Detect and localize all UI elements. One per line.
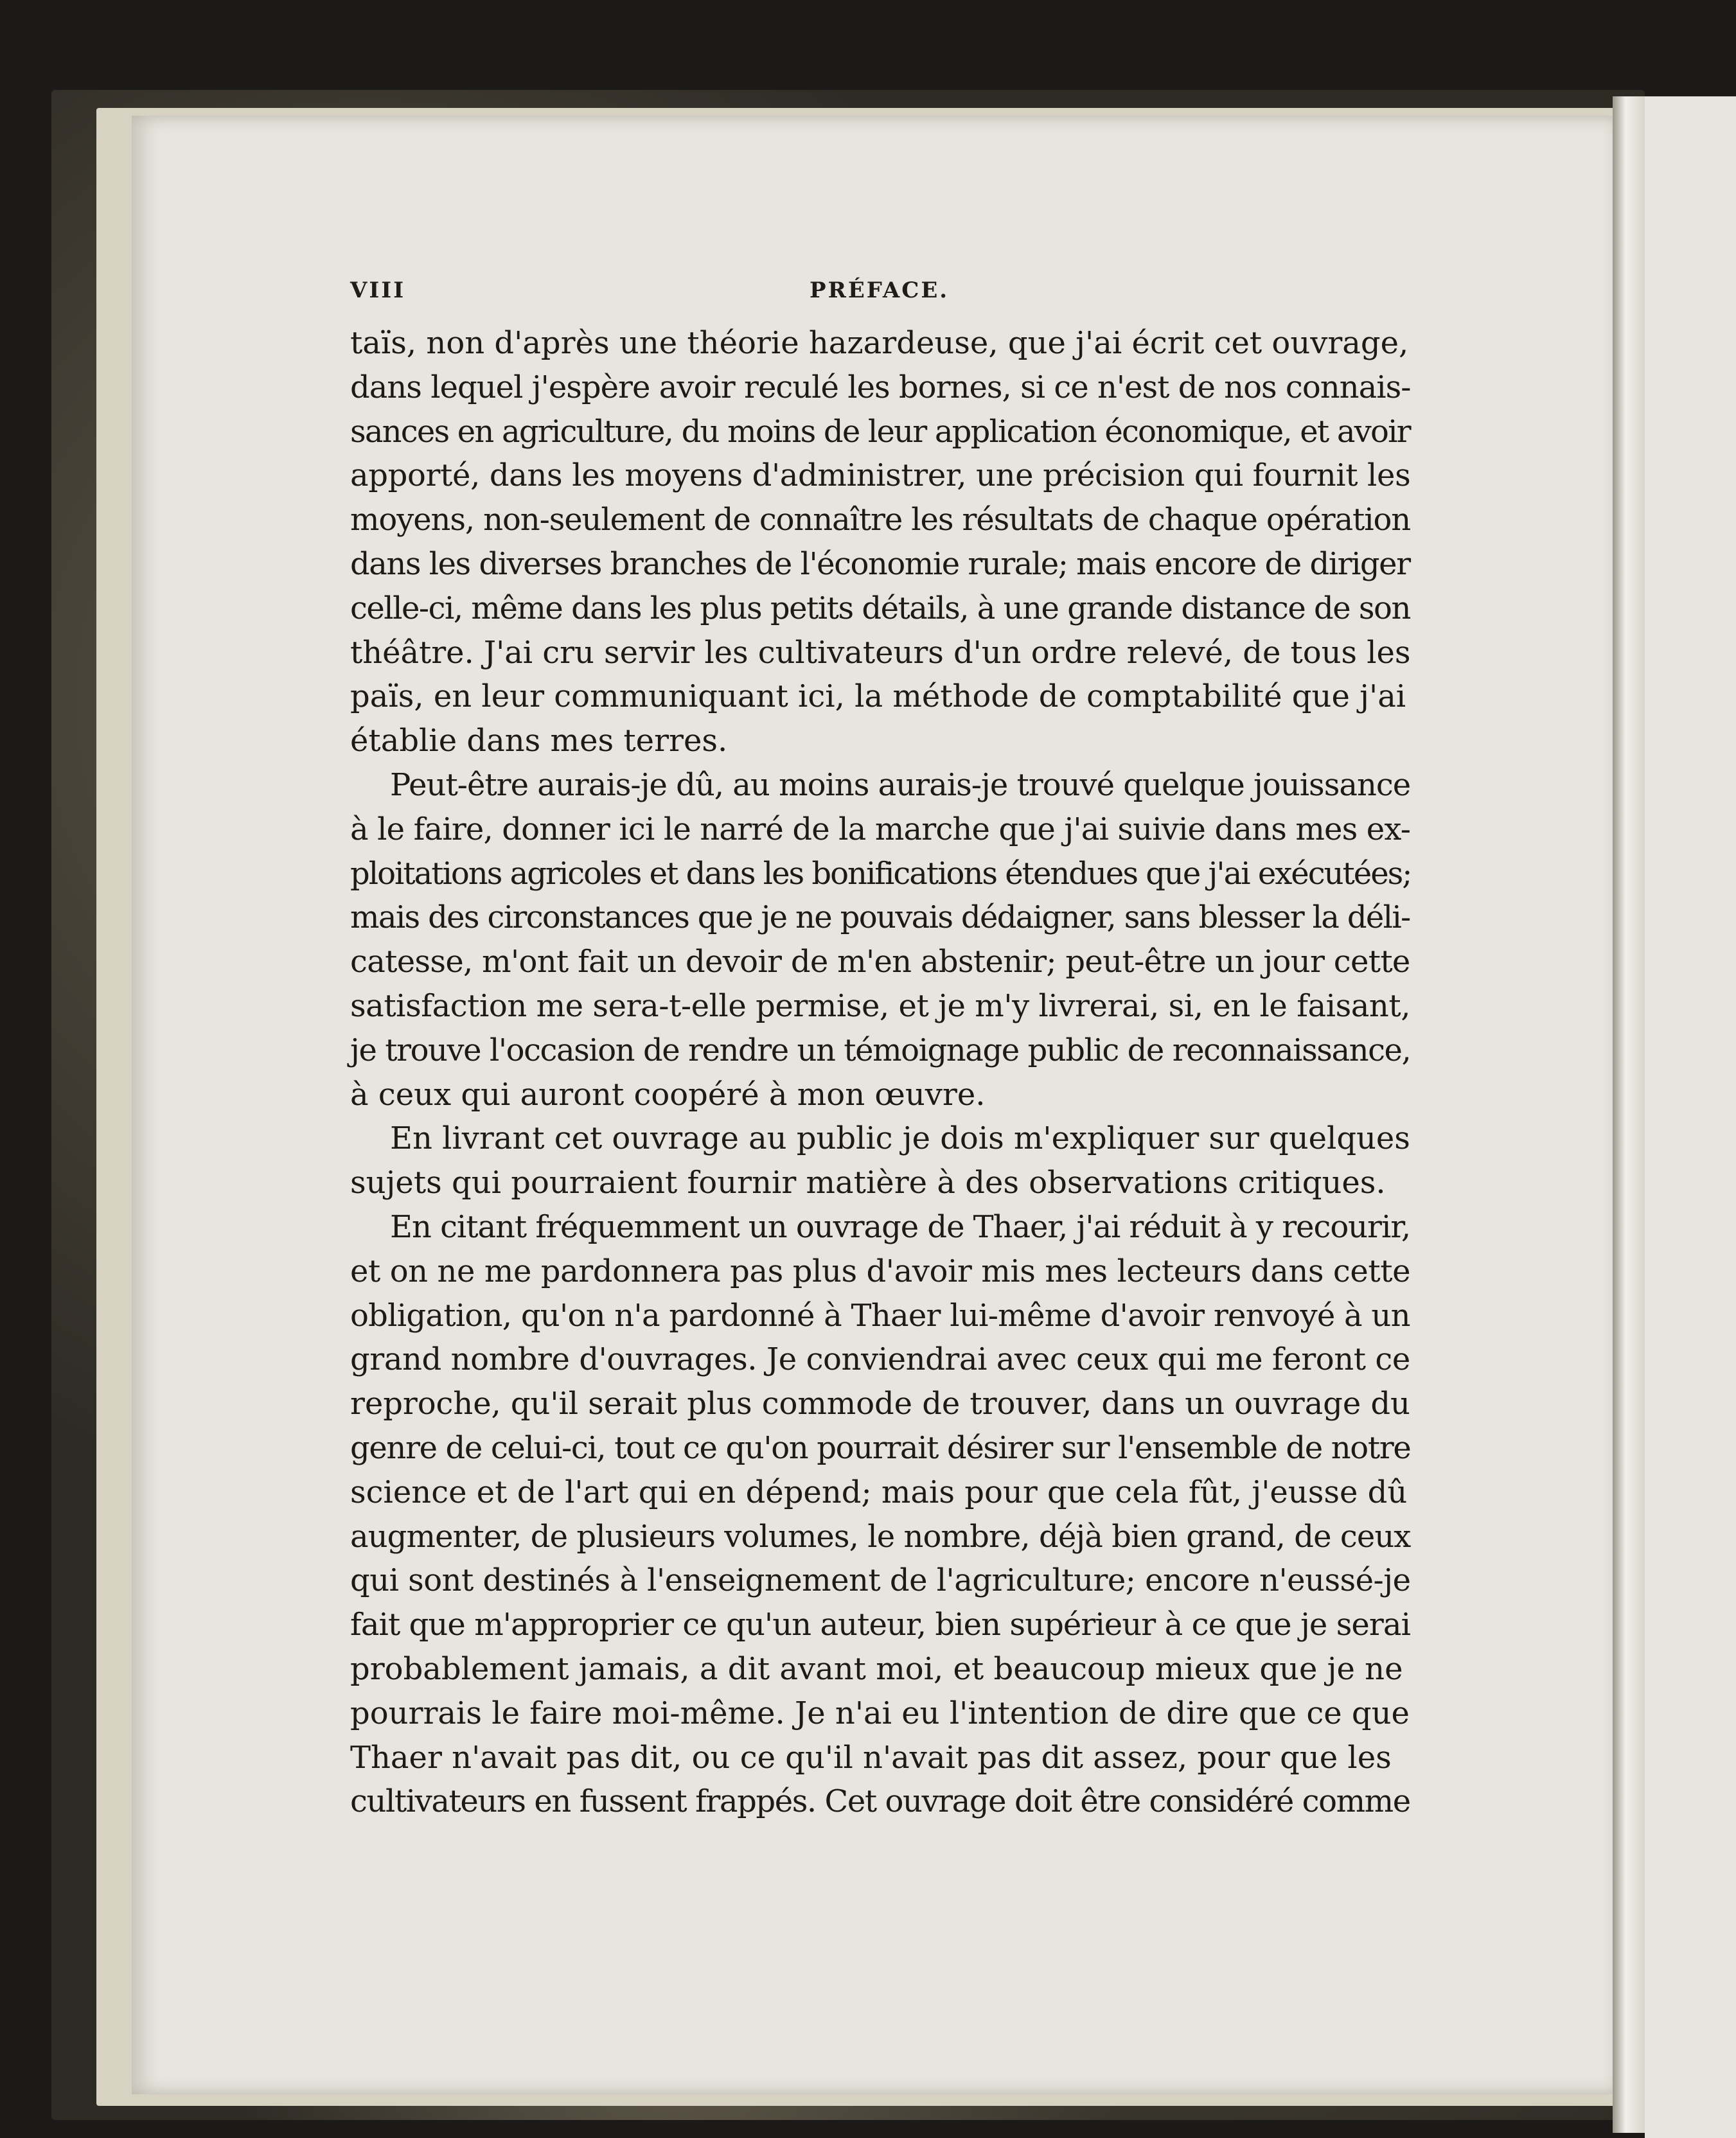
text-line: dans lequel j'espère avoir reculé les bornes, si ce n'est de nos connais- <box>350 369 1411 405</box>
text-line: apporté, dans les moyens d'administrer, une précision qui fournit les <box>350 457 1411 494</box>
text-line: augmenter, de plusieurs volumes, le nombre, déjà bien grand, de ceux <box>350 1518 1411 1555</box>
text-line: à le faire, donner ici le narré de la marche que j'ai suivie dans mes ex- <box>350 811 1411 847</box>
text-line: Thaer n'avait pas dit, ou ce qu'il n'avait pas dit assez, pour que les <box>350 1739 1392 1776</box>
text-line: catesse, m'ont fait un devoir de m'en abstenir; peut-être un jour cette <box>350 944 1410 980</box>
text-line: cultivateurs en fussent frappés. Cet ouvrage doit être considéré comme <box>350 1783 1410 1820</box>
running-head <box>350 278 1410 316</box>
text-line: moyens, non-seulement de connaître les résultats de chaque opération <box>350 502 1411 538</box>
text-line: théâtre. J'ai cru servir les cultivateurs d'un ordre relevé, de tous les <box>350 634 1411 671</box>
paragraph <box>350 1205 1410 1824</box>
book-gutter <box>1613 96 1645 2133</box>
text-line: probablement jamais, a dit avant moi, et beaucoup mieux que je ne <box>350 1650 1403 1687</box>
text-line: païs, en leur communiquant ici, la méthode de comptabilité que j'ai <box>350 678 1406 715</box>
paragraph <box>350 763 1410 1117</box>
running-title: PRÉFACE. <box>810 278 950 303</box>
facing-page-edge <box>1645 96 1736 2138</box>
text-line: celle-ci, même dans les plus petits détails, à une grande distance de son <box>350 590 1410 626</box>
text-line: qui sont destinés à l'enseignement de l'agriculture; encore n'eussé-je <box>350 1562 1411 1599</box>
text-line: En livrant cet ouvrage au public je dois m'expliquer sur quelques <box>390 1120 1410 1157</box>
text-line: mais des circonstances que je ne pouvais dédaigner, sans blesser la déli- <box>350 899 1410 936</box>
text-line: et on ne me pardonnera pas plus d'avoir mis mes lecteurs dans cette <box>350 1253 1411 1289</box>
text-line: ploitations agricoles et dans les bonifications étendues que j'ai exécutées; <box>350 855 1412 892</box>
text-line: Peut-être aurais-je dû, au moins aurais-je trouvé quelque jouissance <box>390 766 1411 803</box>
text-line: science et de l'art qui en dépend; mais pour que cela fût, j'eusse dû <box>350 1474 1408 1510</box>
text-line: taïs, non d'après une théorie hazardeuse, que j'ai écrit cet ouvrage, <box>350 325 1409 361</box>
text-line: dans les diverses branches de l'économie rurale; mais encore de diriger <box>350 545 1410 582</box>
text-line: sances en agriculture, du moins de leur application économique, et avoir <box>350 413 1410 450</box>
text-line: satisfaction me sera-t-elle permise, et je m'y livrerai, si, en le faisant, <box>350 987 1411 1024</box>
text-line: grand nombre d'ouvrages. Je conviendrai avec ceux qui me feront ce <box>350 1341 1410 1378</box>
text-line: établie dans mes terres. <box>350 723 728 759</box>
text-line: obligation, qu'on n'a pardonné à Thaer lui-même d'avoir renvoyé à un <box>350 1297 1410 1334</box>
text-line: sujets qui pourraient fournir matière à des observations critiques. <box>350 1165 1386 1201</box>
text-body <box>350 321 1410 1824</box>
text-line: à ceux qui auront coopéré à mon œuvre. <box>350 1076 986 1113</box>
text-line: pourrais le faire moi-même. Je n'ai eu l'intention de dire que ce que <box>350 1695 1410 1731</box>
paragraph <box>350 1117 1410 1205</box>
paragraph <box>350 321 1410 763</box>
page-number: VIII <box>350 278 406 303</box>
text-line: je trouve l'occasion de rendre un témoignage public de reconnaissance, <box>350 1032 1411 1068</box>
text-line: reproche, qu'il serait plus commode de trouver, dans un ouvrage du <box>350 1386 1410 1422</box>
text-line: fait que m'approprier ce qu'un auteur, bien supérieur à ce que je serai <box>350 1607 1411 1643</box>
text-line: genre de celui-ci, tout ce qu'on pourrait désirer sur l'ensemble de notre <box>350 1429 1411 1466</box>
text-line: En citant fréquemment un ouvrage de Thaer, j'ai réduit à y recourir, <box>390 1208 1411 1245</box>
